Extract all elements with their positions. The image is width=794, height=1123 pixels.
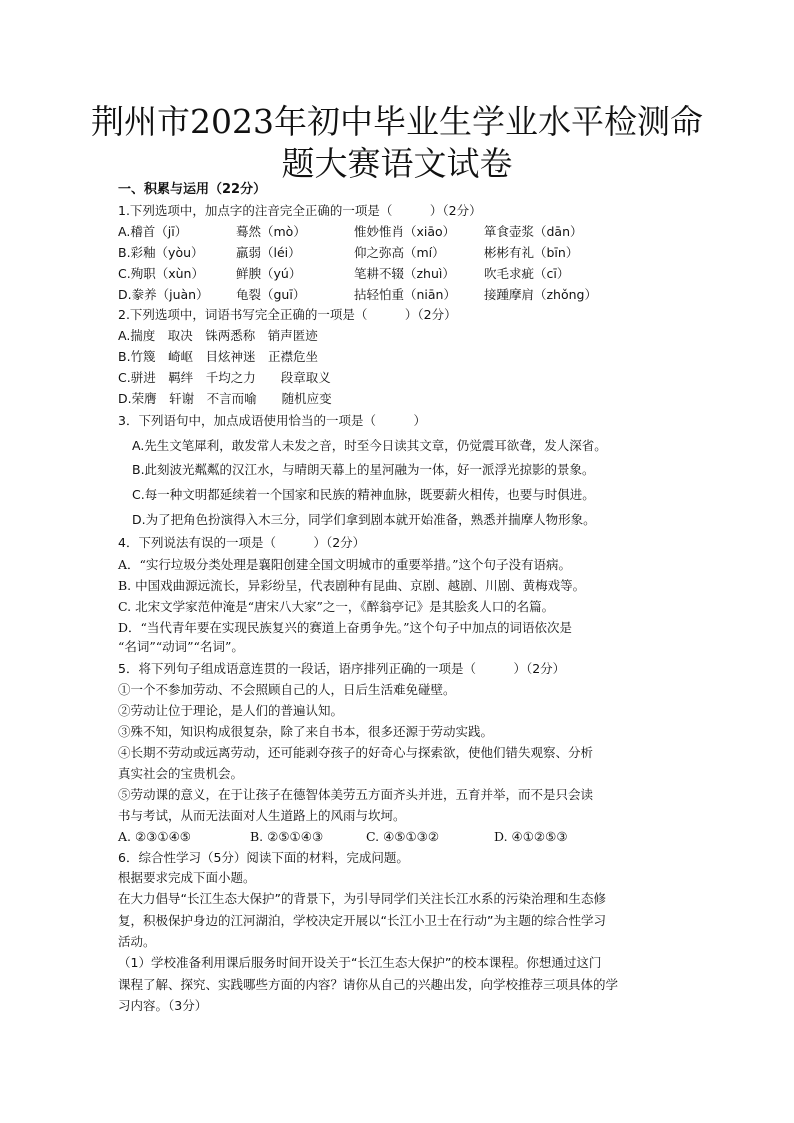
q5-sentence-4-cont: 真实社会的宝贵机会。: [118, 766, 244, 781]
q5-option-b: B. ②⑤①④③: [250, 829, 324, 844]
q5-options: [118, 827, 568, 847]
q2-option-d: D.荣膺 轩谢 不言而喻 随机应变: [118, 391, 332, 406]
q3-stem: 3．下列语句中，加点成语使用恰当的一项是（ ）: [118, 413, 426, 428]
q4-stem: 4．下列说法有误的一项是（ ）（2分）: [118, 535, 366, 550]
q6-line-6: 课程了解、探究、实践哪些方面的内容？请你从自己的兴趣出发，向学校推荐三项具体的学: [118, 977, 619, 992]
q6-line-3: 复，积极保护身边的江河湖泊，学校决定开展以“长江小卫士在行动”为主题的综合性学习: [118, 913, 606, 928]
q2-option-b: B.竹篾 崎岖 目炫神迷 正襟危坐: [118, 349, 319, 364]
q6-line-5: （1）学校准备利用课后服务时间开设关于“长江生态大保护”的校本课程。你想通过这门: [118, 955, 602, 970]
q1-c-4: 吹毛求疵（cī）: [484, 266, 570, 281]
q1-b-4: 彬彬有礼（bīn）: [484, 245, 579, 260]
q5-sentence-4: ④长期不劳动或远离劳动，还可能剥夺孩子的好奇心与探索欲，使他们错失观察、分析: [118, 745, 594, 760]
exam-title-line-1: 荆州市2023年初中毕业生学业水平检测命: [91, 102, 703, 141]
q1-option-b: [118, 243, 578, 263]
q2-option-a: A.揣度 取决 铢两悉称 销声匿迹: [118, 328, 318, 343]
q1-option-a: [118, 222, 583, 242]
q1-a-2: 蓦然（mò）: [236, 224, 306, 239]
q5-sentence-5-cont: 书与考试，从而无法面对人生道路上的风雨与坎坷。: [118, 808, 406, 823]
q4-option-a: A．“实行垃圾分类处理是襄阳创建全国文明城市的重要举措。”这个句子没有语病。: [118, 557, 572, 572]
q5-stem: 5．将下列句子组成语意连贯的一段话，语序排列正确的一项是（ ）（2分）: [118, 661, 566, 676]
q6-line-2: 在大力倡导“长江生态大保护”的背景下，为引导同学们关注长江水系的污染治理和生态修: [118, 891, 606, 906]
q1-a-4: 箪食壶浆（dān）: [484, 224, 583, 239]
q1-a-3: 惟妙惟肖（xiāo）: [354, 224, 456, 239]
q4-option-d: D．“当代青年要在实现民族复兴的赛道上奋勇争先。”这个句子中加点的词语依次是: [118, 620, 573, 635]
q6-line-7: 习内容。（3分）: [118, 998, 208, 1013]
q5-option-a: A. ②③①④⑤: [118, 829, 192, 844]
section-heading: 一、积累与运用（22分）: [118, 182, 267, 197]
q5-option-c: C. ④⑤①③②: [366, 829, 440, 844]
q5-sentence-3: ③殊不知，知识构成很复杂，除了来自书本，很多还源于劳动实践。: [118, 724, 494, 739]
q2-option-c: C.骈进 羁绊 千均之力 段章取义: [118, 370, 331, 385]
q6-line-4: 活动。: [118, 934, 156, 949]
exam-title-line-2: 题大赛语文试卷: [281, 144, 513, 183]
q3-option-a: A.先生文笔犀利，敢发常人未发之音，时至今日读其文章，仍觉震耳欲聋，发人深省。: [132, 438, 607, 453]
q5-sentence-2: ②劳动让位于理论，是人们的普遍认知。: [118, 703, 344, 718]
q1-d-4: 接踵摩肩（zhǒng）: [484, 287, 597, 302]
q6-line-1: 根据要求完成下面小题。: [118, 870, 256, 885]
q1-b-1: B.彩釉（yòu）: [118, 245, 204, 260]
q4-option-b: B. 中国戏曲源远流长，异彩纷呈，代表剧种有昆曲、京剧、越剧、川剧、黄梅戏等。: [118, 578, 586, 593]
q1-option-c: [118, 264, 569, 284]
q1-c-3: 笔耕不辍（zhuì）: [354, 266, 455, 281]
q1-a-1: A.稽首（jī）: [118, 224, 188, 239]
q4-option-c: C. 北宋文学家范仲淹是“唐宋八大家”之一，《醉翁亭记》是其脍炙人口的名篇。: [118, 599, 555, 614]
q5-option-d: D. ④①②⑤③: [494, 829, 568, 844]
q1-d-2: 龟裂（guī）: [236, 287, 306, 302]
q1-stem: 1.下列选项中，加点字的注音完全正确的一项是（ ）（2分）: [118, 203, 482, 218]
q1-c-1: C.殉职（xùn）: [118, 266, 204, 281]
q1-d-1: D.豢养（juàn）: [118, 287, 209, 302]
q3-option-c: C.每一种文明都延续着一个国家和民族的精神血脉，既要薪火相传，也要与时俱进。: [132, 487, 595, 502]
q3-option-b: B.此刻波光粼粼的汉江水，与晴朗天幕上的星河融为一体，好一派浮光掠影的景象。: [132, 462, 595, 477]
q5-sentence-1: ①一个不参加劳动、不会照顾自己的人，日后生活难免碰壁。: [118, 682, 456, 697]
q2-stem: 2.下列选项中，词语书写完全正确的一项是（ ）（2分）: [118, 307, 457, 322]
q1-b-2: 羸弱（léi）: [236, 245, 301, 260]
q3-option-d: D.为了把角色扮演得入木三分，同学们拿到剧本就开始准备，熟悉并揣摩人物形象。: [132, 512, 596, 527]
q1-option-d: [118, 285, 597, 305]
q1-b-3: 仰之弥高（mí）: [354, 245, 445, 260]
q6-stem: 6．综合性学习（5分）阅读下面的材料，完成问题。: [118, 850, 409, 865]
q1-c-2: 鲜腴（yú）: [236, 266, 302, 281]
q5-sentence-5: ⑤劳动课的意义，在于让孩子在德智体美劳五方面齐头并进，五育并举，而不是只会读: [118, 787, 594, 802]
q4-option-d-cont: “名词”“动词”“名词”。: [118, 639, 244, 654]
q1-d-3: 拈轻怕重（niān）: [354, 287, 456, 302]
